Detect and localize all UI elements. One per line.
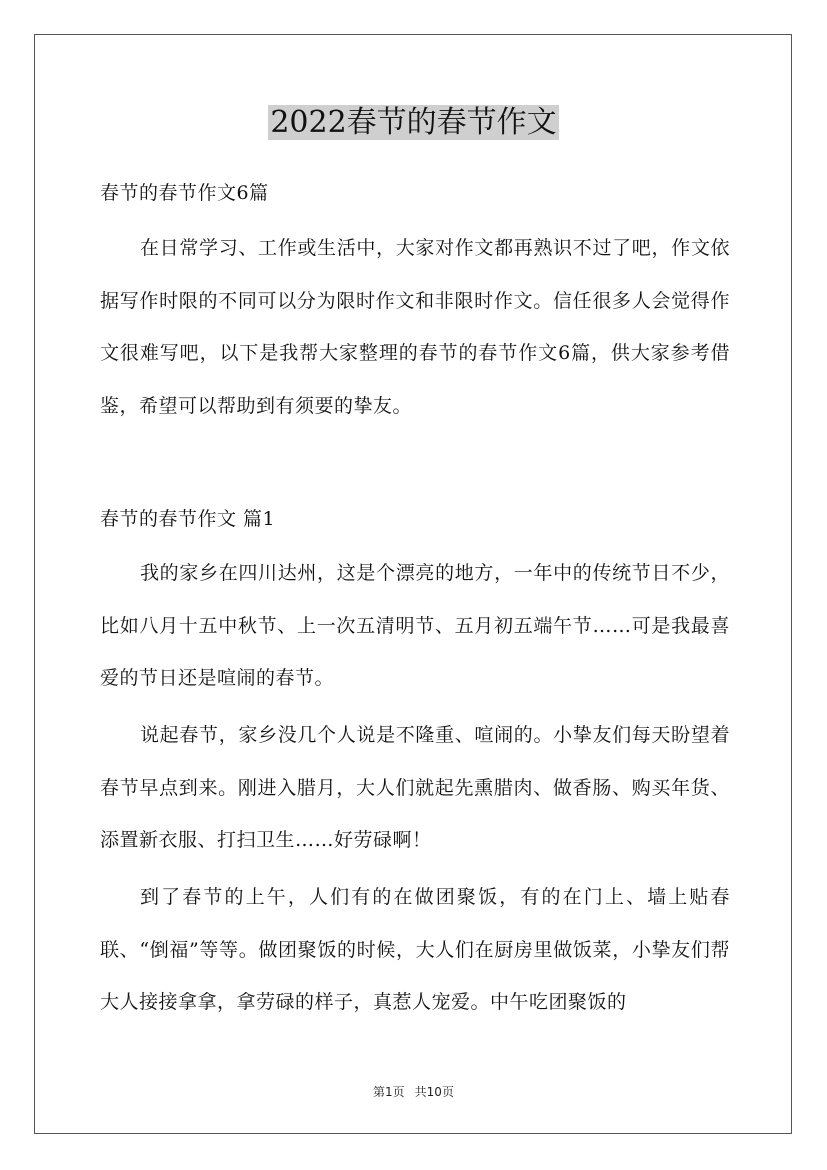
- body-paragraph-2: 说起春节，家乡没几个人说是不隆重、喧闹的。小挚友们每天盼望着春节早点到来。刚进入腊月，大人们就起先熏腊肉、做香肠、购买年货、添置新衣服、打扫卫生……好劳碌啊！: [100, 724, 730, 851]
- document-subtitle: 春节的春节作文6篇: [100, 182, 269, 204]
- page-number: 第1页: [373, 1085, 405, 1099]
- intro-paragraph: 在日常学习、工作或生活中，大家对作文都再熟识不过了吧，作文依据写作时限的不同可以分为限时作文和非限时作文。信任很多人会觉得作文很难写吧，以下是我帮大家整理的春节的春节作文6篇，供大家参考借鉴，希望可以帮助到有须要的挚友。: [100, 237, 730, 417]
- document-title: [0, 103, 827, 143]
- page-footer: [0, 1084, 827, 1100]
- body-paragraph-1: 我的家乡在四川达州，这是个漂亮的地方，一年中的传统节日不少，比如八月十五中秋节、上一次五清明节、五月初五端午节……可是我最喜爱的节日还是喧闹的春节。: [100, 562, 730, 689]
- document-title-text: 2022春节的春节作文: [270, 105, 557, 140]
- page-total: 共10页: [414, 1085, 454, 1099]
- section-heading: 春节的春节作文 篇1: [100, 508, 276, 530]
- body-paragraph-3: 到了春节的上午，人们有的在做团聚饭，有的在门上、墙上贴春联、“倒福”等等。做团聚饭的时候，大人们在厨房里做饭菜，小挚友们帮大人接接拿拿，拿劳碌的样子，真惹人宠爱。中午吃团聚饭的: [100, 886, 730, 1013]
